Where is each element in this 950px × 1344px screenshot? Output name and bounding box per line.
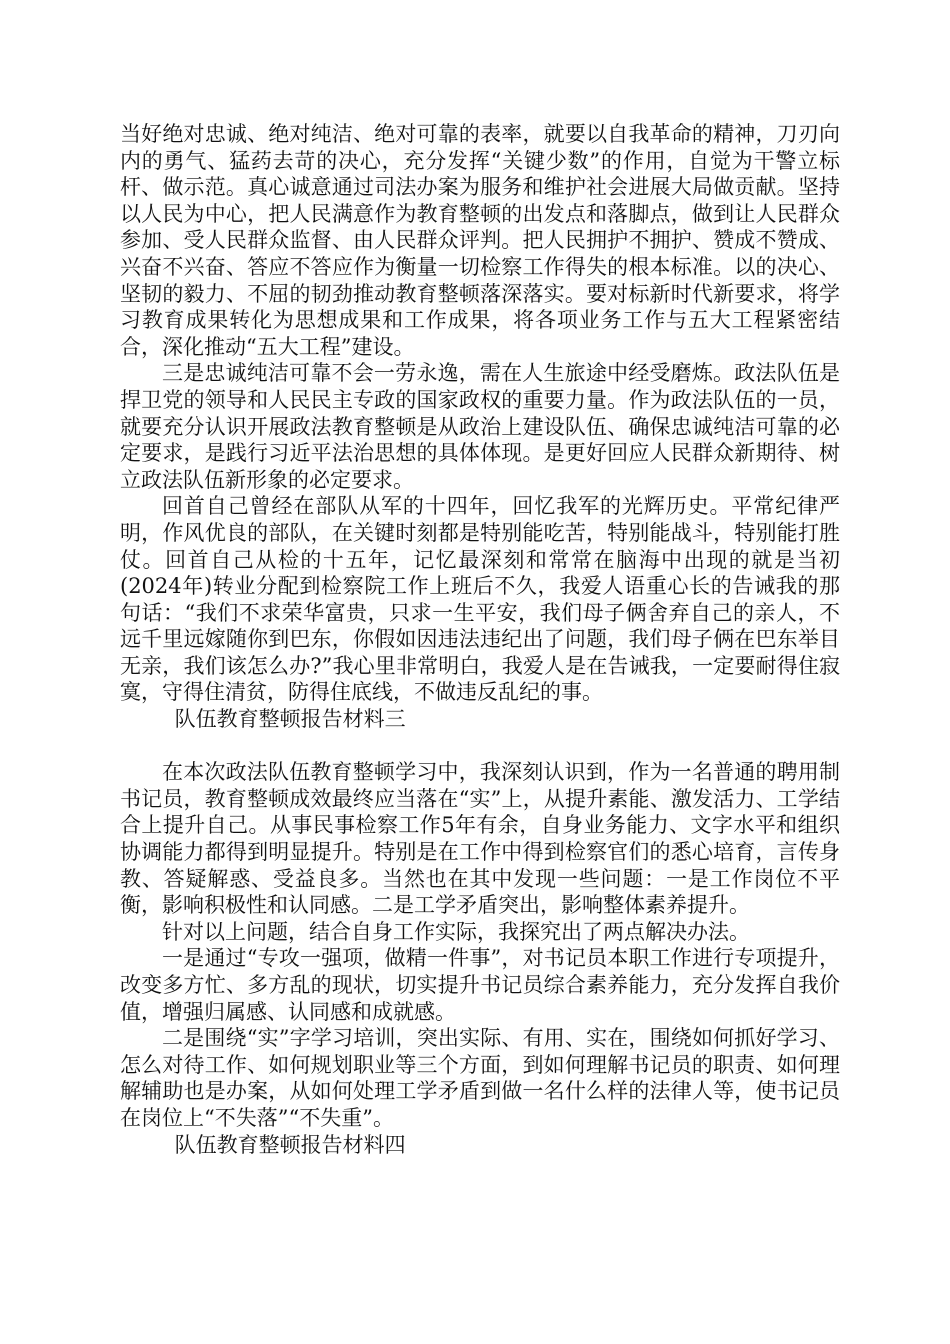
paragraph-reflection: 回首自己曾经在部队从军的十四年，回忆我军的光辉历史。平常纪律严明，作风优良的部队，在关键时刻都是特别能吃苦，特别能战斗，特别能打胜仗。回首自己从检的十五年，记忆最深刻和常常在脑海中出现的就是当初(2024年)转业分配到检察院工作上班后不久，我爱人语重心长的告诫我的那句话：“我们不求荣华富贵，只求一生平安，我们母子俩舍弃自己的亲人，不远千里远嫁随你到巴东，你假如因违法违纪出了问题，我们母子俩在巴东举目无亲，我们该怎么办?”我心里非常明白，我爱人是在告诫我，一定要耐得住寂寞，守得住清贫，防得住底线，不做违反乱纪的事。 (120, 494, 840, 705)
paragraph-solutions: 针对以上问题，结合自身工作实际，我探究出了两点解决办法。 (162, 919, 750, 944)
paragraph-intro: 在本次政法队伍教育整顿学习中，我深刻认识到，作为一名普通的聘用制书记员，教育整顿成效最终应当落在“实”上，从提升素能、激发活力、工学结合上提升自己。从事民事检察工作5年有余，自身业务能力、文字水平和组织协调能力都得到明显提升。特别是在工作中得到检察官们的悉心培育，言传身教、答疑解惑、受益良多。当然也在其中发现一些问题：一是工作岗位不平衡，影响积极性和认同感。二是工学矛盾突出，影响整体素养提升。 (120, 760, 840, 918)
paragraph-solution-one: 一是通过“专攻一强项，做精一件事”，对书记员本职工作进行专项提升，改变多方忙、多方乱的现状，切实提升书记员综合素养能力，充分发挥自我价值，增强归属感、认同感和成就感。 (120, 946, 840, 1024)
document-body (120, 121, 840, 1158)
paragraph-point-three: 三是忠诚纯洁可靠不会一劳永逸，需在人生旅途中经受磨炼。政法队伍是捍卫党的领导和人民民主专政的国家政权的重要力量。作为政法队伍的一员，就要充分认识开展政法教育整顿是从政治上建设队伍、确保忠诚纯洁可靠的必定要求，是践行习近平法治思想的具体体现。是更好回应人民群众新期待、树立政法队伍新形象的必定要求。 (120, 361, 840, 492)
paragraph-solution-two: 二是围绕“实”字学习培训，突出实际、有用、实在，围绕如何抓好学习、怎么对待工作、如何规划职业等三个方面，到如何理解书记员的职责、如何理解辅助也是办案，从如何处理工学矛盾到做一名什么样的法律人等，使书记员在岗位上“不失落”“不失重”。 (120, 1026, 840, 1130)
section-heading-four: 队伍教育整顿报告材料四 (174, 1132, 406, 1157)
section-heading-three: 队伍教育整顿报告材料三 (174, 707, 406, 732)
blank-line (120, 733, 840, 760)
paragraph-continuation: 当好绝对忠诚、绝对纯洁、绝对可靠的表率，就要以自我革命的精神，刀刃向内的勇气、猛药去苛的决心，充分发挥“关键少数”的作用，自觉为干警立标杆、做示范。真心诚意通过司法办案为服务和维护社会进展大局做贡献。坚持以人民为中心，把人民满意作为教育整顿的出发点和落脚点，做到让人民群众参加、受人民群众监督、由人民群众评判。把人民拥护不拥护、赞成不赞成、兴奋不兴奋、答应不答应作为衡量一切检察工作得失的根本标准。以的决心、坚韧的毅力、不屈的韧劲推动教育整顿落深落实。要对标新时代新要求，将学习教育成果转化为思想成果和工作成果，将各项业务工作与五大工程紧密结合，深化推动“五大工程”建设。 (120, 122, 840, 359)
